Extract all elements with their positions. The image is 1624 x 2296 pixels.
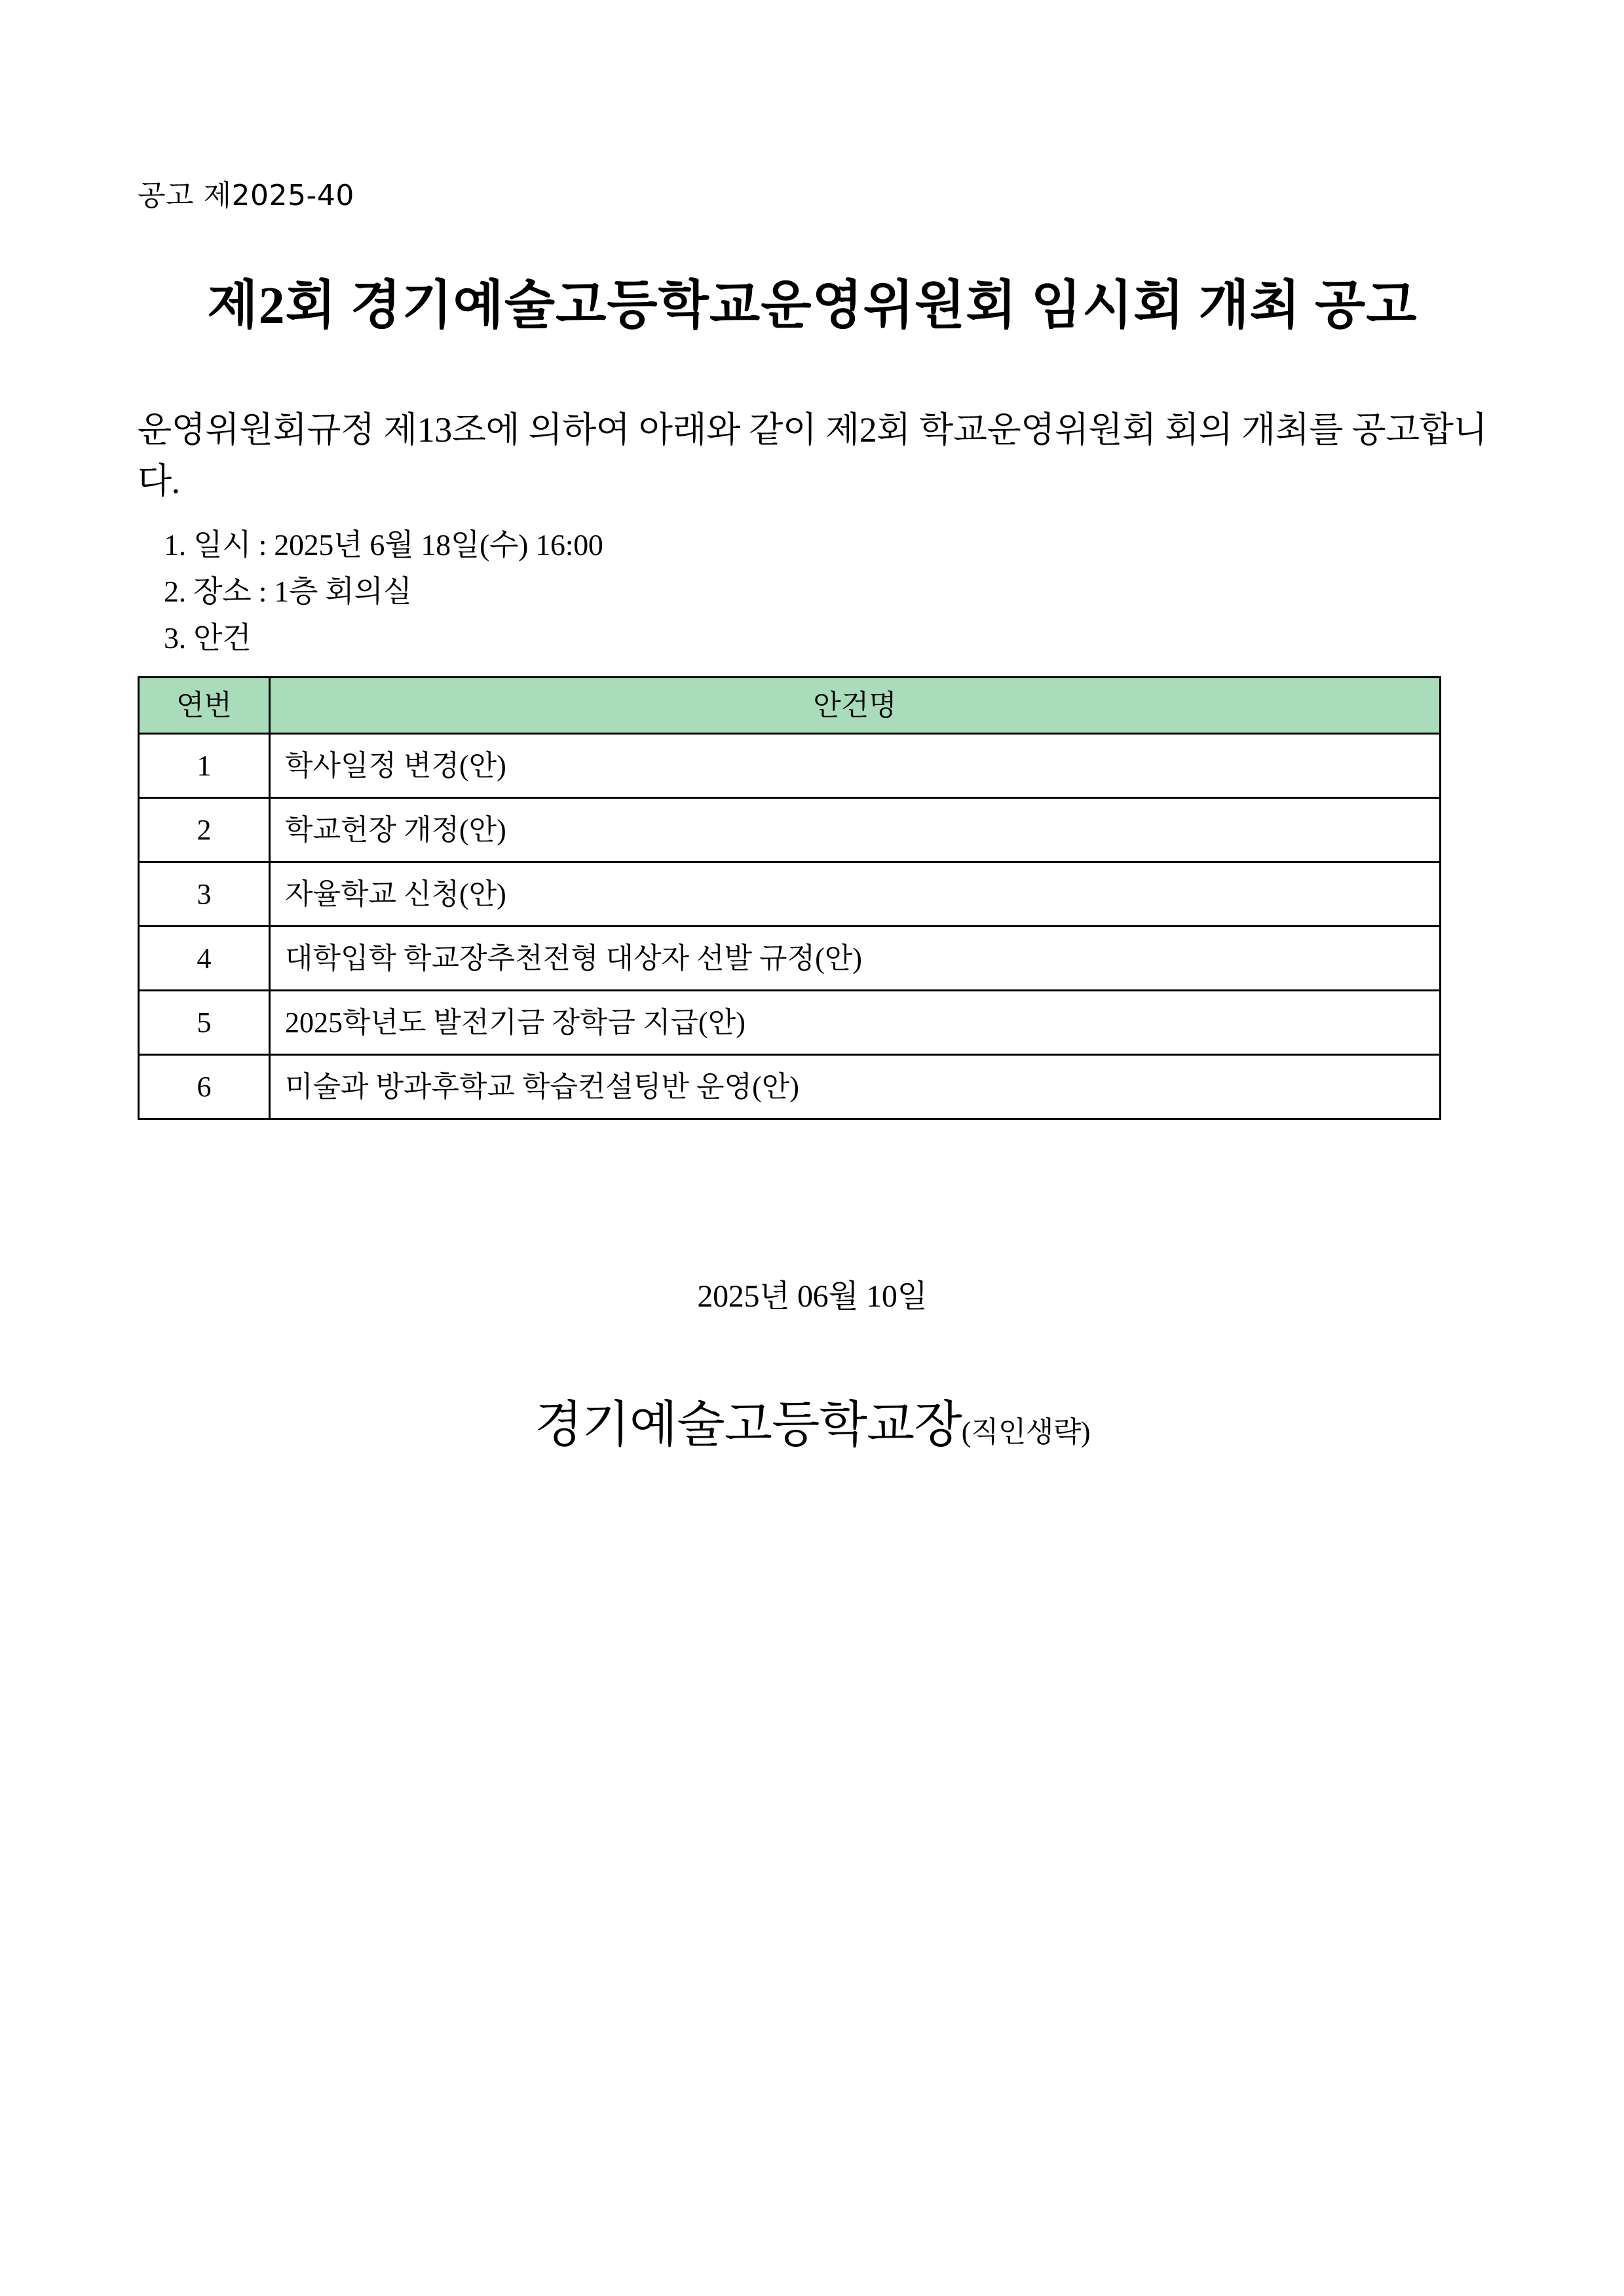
table-header-row: [139, 677, 1441, 733]
seal-note: (직인생략): [961, 1415, 1091, 1448]
document-body: [138, 177, 1487, 1456]
document-number: 공고 제2025-40: [138, 179, 354, 212]
table-row: [139, 926, 1441, 990]
agenda-table-body: [139, 733, 1441, 1119]
cell-name: 대학입학 학교장추천전형 대상자 선발 규정(안): [270, 926, 1441, 990]
cell-name: 미술과 방과후학교 학습컨설팅반 운영(안): [270, 1054, 1441, 1119]
cell-name: 2025학년도 발전기금 장학금 지급(안): [270, 990, 1441, 1054]
cell-name: 자율학교 신청(안): [270, 862, 1441, 926]
issuer-name: 경기예술고등학교장: [534, 1397, 962, 1453]
table-row: [139, 990, 1441, 1054]
issue-date: 2025년 06월 10일: [697, 1278, 928, 1314]
cell-no: 1: [139, 733, 270, 797]
agenda-table: [138, 676, 1441, 1120]
list-item: 3. 안건: [164, 621, 252, 655]
list-item: 1. 일시 : 2025년 6월 18일(수) 16:00: [164, 527, 603, 562]
column-header-name: 안건명: [270, 677, 1441, 733]
cell-no: 2: [139, 797, 270, 862]
cell-name: 학사일정 변경(안): [270, 733, 1441, 797]
cell-name: 학교헌장 개정(안): [270, 797, 1441, 862]
cell-no: 5: [139, 990, 270, 1054]
table-row: [139, 1054, 1441, 1119]
intro-paragraph: 운영위원회규정 제13조에 의하여 아래와 같이 제2회 학교운영위원회 회의 개최를 공고합니다.: [138, 410, 1487, 501]
page-title: 제2회 경기예술고등학교운영위원회 임시회 개최 공고: [207, 277, 1418, 335]
table-row: [139, 733, 1441, 797]
signature-block: [138, 1385, 1487, 1456]
table-row: [139, 862, 1441, 926]
list-item: 2. 장소 : 1층 회의실: [164, 575, 412, 609]
notice-list: [138, 522, 1487, 662]
table-row: [139, 797, 1441, 862]
cell-no: 3: [139, 862, 270, 926]
agenda-table-head: [139, 677, 1441, 733]
column-header-no: 연번: [139, 677, 270, 733]
cell-no: 4: [139, 926, 270, 990]
cell-no: 6: [139, 1054, 270, 1119]
